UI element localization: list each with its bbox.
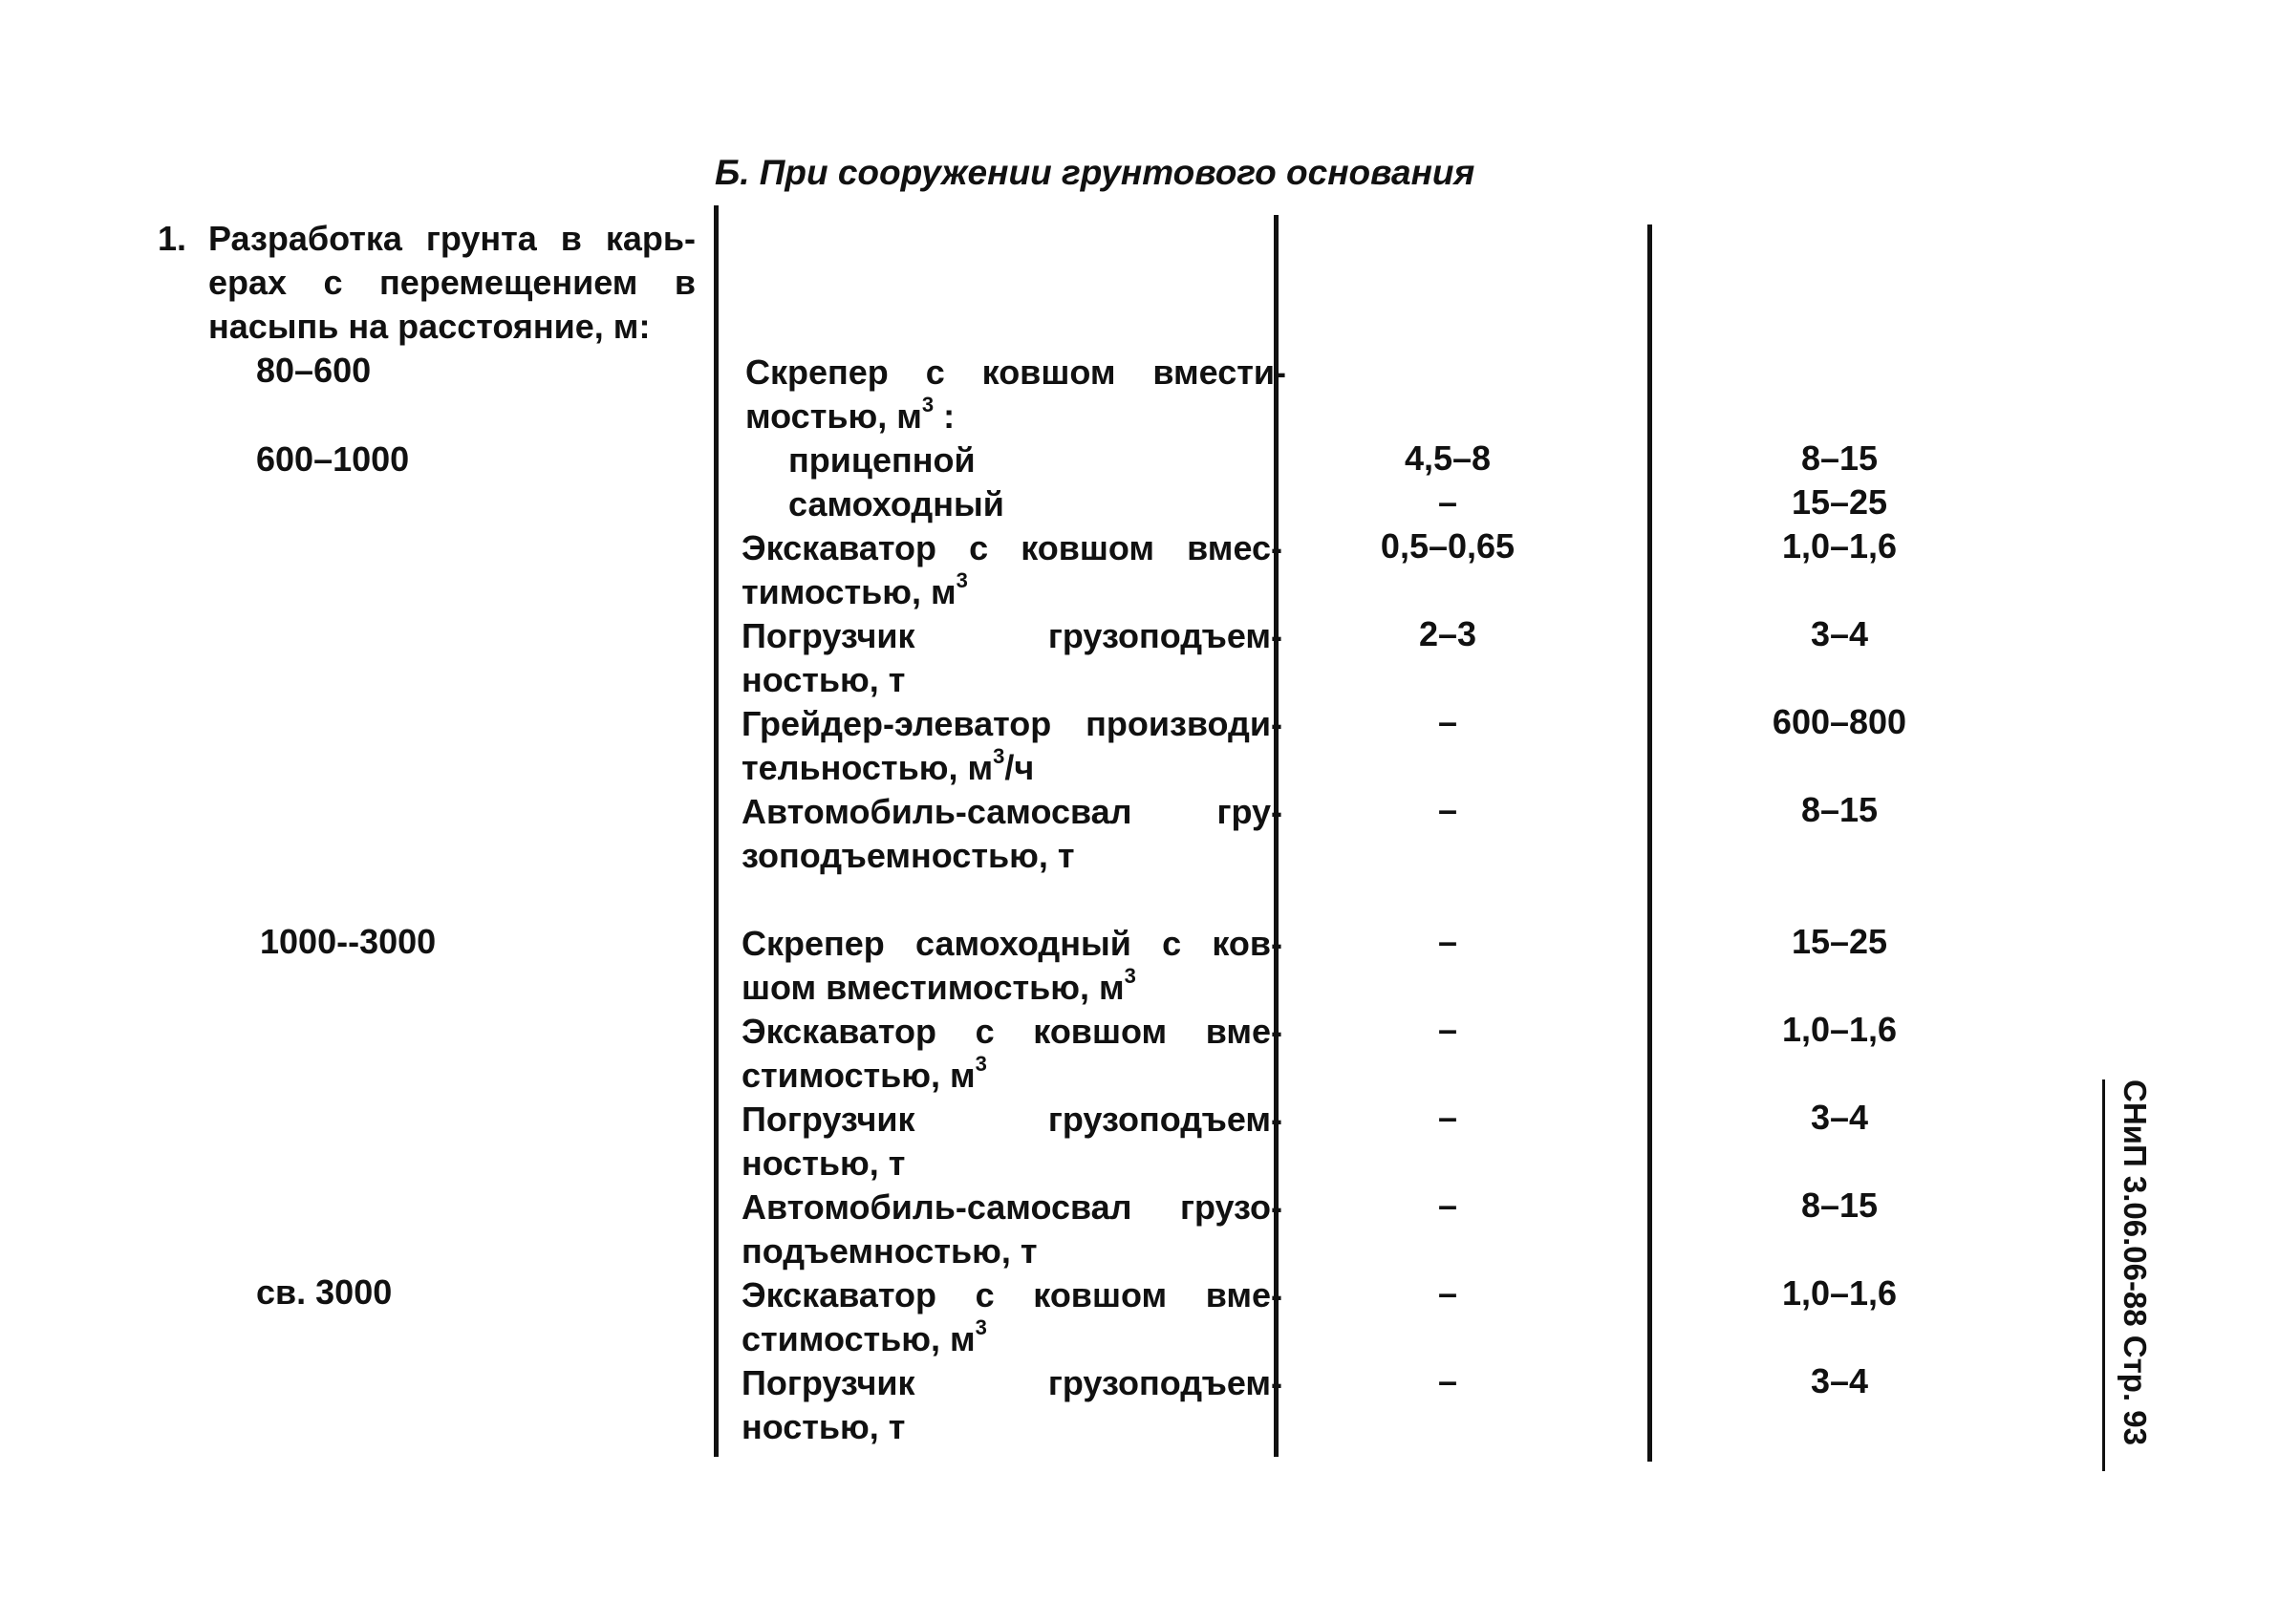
col3-value: – — [1437, 1098, 1458, 1137]
col4-value: 1,0–1,6 — [1781, 1010, 1898, 1049]
col4-value: 8–15 — [1800, 1186, 1879, 1225]
col4-value: 15–25 — [1791, 482, 1888, 522]
machine-scraper2-line-1: Скрепер самоходный с ков- — [742, 924, 1282, 963]
machine-loader2-line-1: Погрузчик грузоподъем- — [742, 1100, 1282, 1139]
col3-value: – — [1437, 482, 1458, 522]
machine-excavator2-line-1: Экскаватор с ковшом вме- — [742, 1012, 1282, 1051]
machine-excavator2-line-2: стимостью, $м^3$ — [742, 1052, 987, 1095]
work-item-line-3: насыпь на расстояние, м: — [208, 307, 651, 346]
machine-excavator-line-1: Экскаватор с ковшом вмес- — [742, 528, 1282, 567]
machine-excavator-line-2: тимостью, $м^3$ — [742, 568, 968, 611]
item-number: 1. — [158, 219, 187, 258]
machine-loader3-line-2: ностью, т — [742, 1407, 906, 1446]
col4-value: 3–4 — [1810, 1098, 1869, 1137]
machine-scraper-towed: прицепной — [788, 440, 976, 480]
machine-dump-truck2-line-2: подъемностью, т — [742, 1231, 1038, 1271]
section-title: Б. При сооружении грунтового основания — [715, 153, 1475, 192]
col3-value: – — [1437, 702, 1458, 741]
col3-value: 4,5–8 — [1404, 438, 1492, 478]
side-header-rule — [2102, 1079, 2105, 1471]
col4-value: 8–15 — [1800, 438, 1879, 478]
col4-value: 3–4 — [1810, 1361, 1869, 1400]
column-rule-2 — [1274, 215, 1279, 1457]
col4-value: 1,0–1,6 — [1781, 526, 1898, 566]
distance-600-1000: 600–1000 — [256, 439, 410, 479]
col4-value: 600–800 — [1772, 702, 1907, 741]
side-running-header: СНиП 3.06.06-88 Стр. 93 — [2118, 1079, 2153, 1445]
col4-value: 3–4 — [1810, 614, 1869, 653]
machine-excavator3-line-2: стимостью, $м^3$ — [742, 1315, 987, 1358]
machine-scraper-line-1: Скрепер с ковшом вмести- — [745, 353, 1286, 392]
col4-value: 1,0–1,6 — [1781, 1273, 1898, 1313]
col3-value: 0,5–0,65 — [1380, 526, 1516, 566]
column-rule-1 — [714, 205, 719, 1457]
col3-value: – — [1437, 1361, 1458, 1400]
machine-dump-truck-line-2: зоподъемностью, т — [742, 836, 1075, 875]
machine-scraper2-line-2: шом вместимостью, $м^3$ — [742, 964, 1136, 1007]
work-item-line-2: ерах с перемещением в — [208, 263, 696, 302]
col3-value: – — [1437, 790, 1458, 829]
machine-loader-line-1: Погрузчик грузоподъем- — [742, 616, 1282, 655]
machine-excavator3-line-1: Экскаватор с ковшом вме- — [742, 1275, 1282, 1314]
work-item-line-1: Разработка грунта в карь- — [208, 219, 696, 258]
machine-loader3-line-1: Погрузчик грузоподъем- — [742, 1363, 1282, 1402]
col3-value: – — [1437, 1186, 1458, 1225]
machine-scraper-self-propelled: самоходный — [788, 484, 1004, 524]
machine-loader-line-2: ностью, т — [742, 660, 906, 699]
distance-over-3000: св. 3000 — [256, 1272, 393, 1312]
distance-80-600: 80–600 — [256, 351, 372, 390]
col3-value: – — [1437, 1010, 1458, 1049]
machine-grader-line-1: Грейдер-элеватор производи- — [742, 704, 1282, 743]
machine-grader-line-2: тельностью, $м^3/ч$ — [742, 744, 1035, 787]
machine-dump-truck2-line-1: Автомобиль-самосвал грузо- — [742, 1187, 1282, 1227]
col3-value: 2–3 — [1418, 614, 1477, 653]
col3-value: – — [1437, 1273, 1458, 1313]
machine-loader2-line-2: ностью, т — [742, 1143, 906, 1183]
distance-1000-3000: 1000--3000 — [260, 922, 437, 961]
col4-value: 15–25 — [1791, 922, 1888, 961]
machine-dump-truck-line-1: Автомобиль-самосвал гру- — [742, 792, 1282, 831]
column-rule-3 — [1647, 224, 1652, 1462]
machine-scraper-line-2: мостью, $м^3$ : — [745, 393, 956, 436]
col3-value: – — [1437, 922, 1458, 961]
col4-value: 8–15 — [1800, 790, 1879, 829]
